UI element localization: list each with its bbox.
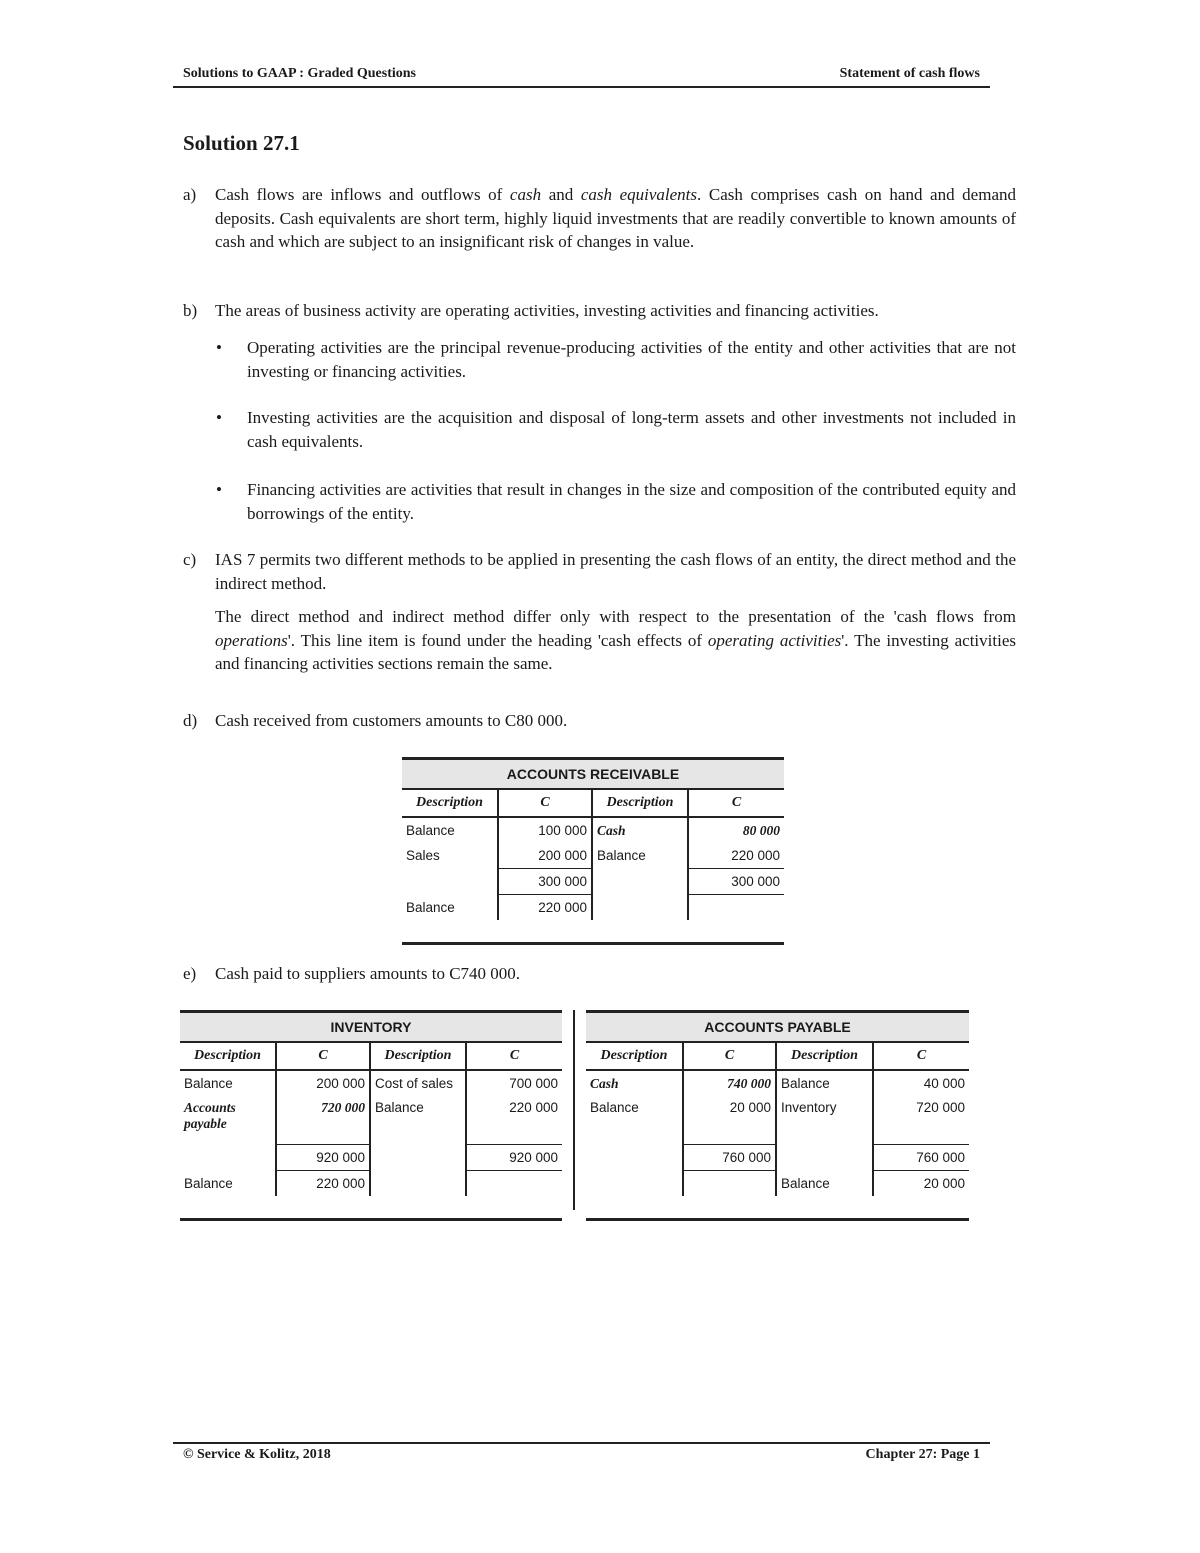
- table-row: [586, 1070, 969, 1096]
- total-right: 760 000: [873, 1145, 969, 1171]
- c-italic-operating-activities: operating activities: [707, 630, 842, 650]
- cell: 20 000: [683, 1096, 776, 1145]
- cell: 720 000: [916, 1100, 965, 1115]
- col-c: C: [276, 1042, 370, 1070]
- col-c: C: [688, 789, 784, 817]
- t-account-receivable: [402, 757, 784, 945]
- label-e: e): [183, 964, 197, 983]
- table-row-closing: [586, 1171, 969, 1197]
- cell: 220 000: [498, 895, 592, 921]
- c-text-3: '. The investing activities and financing activities sections remain the same.: [215, 630, 1016, 673]
- a-italic-cash: cash: [509, 185, 542, 204]
- cell: Balance: [180, 1070, 276, 1096]
- paragraph-c1: IAS 7 permits two different methods to be applied in presenting the cash flows of an entity, the direct method and the indirect method.: [215, 550, 1016, 593]
- col-description: Description: [776, 1042, 873, 1070]
- t-account-title: ACCOUNTS PAYABLE: [586, 1012, 969, 1043]
- a-italic-cash-equivalents: cash equivalents: [580, 185, 698, 204]
- cell: Cost of sales: [370, 1070, 466, 1096]
- table-row-closing: [180, 1171, 562, 1197]
- label-a: a): [183, 185, 197, 204]
- col-c: C: [498, 789, 592, 817]
- header-right: Statement of cash flows: [839, 66, 980, 81]
- cell: 700 000: [509, 1076, 558, 1091]
- cell: 80 000: [742, 822, 780, 838]
- cell: Cash: [586, 1070, 683, 1096]
- cell: Inventory: [776, 1096, 873, 1145]
- bullet-financing: Financing activities are activities that result in changes in the size and composition of the contributed equity and borrowings of the entity.: [247, 480, 1016, 523]
- table-row: [180, 1070, 562, 1096]
- cell: 220 000: [276, 1171, 370, 1197]
- c-italic-operations: operations: [215, 630, 288, 650]
- paragraph-e: Cash paid to suppliers amounts to C740 000.: [215, 964, 521, 983]
- cell: 100 000: [498, 817, 592, 843]
- col-description: Description: [180, 1042, 276, 1070]
- label-b: b): [183, 301, 198, 320]
- cell: 200 000: [498, 843, 592, 869]
- paragraph-b: The areas of business activity are operating activities, investing activities and financing activities.: [215, 301, 879, 320]
- a-text-3: . Cash comprises cash on hand and demand deposits. Cash equivalents are short term, highly liquid investments that are readily convertible to known amounts of cash and which are subject to an insignificant risk of changes in value.: [215, 185, 1016, 251]
- total-left: 920 000: [276, 1145, 370, 1171]
- label-c: c): [183, 550, 197, 569]
- c-text-1: The direct method and indirect method differ only with respect to the presentation of the 'cash flows from: [215, 607, 1016, 626]
- cell: 40 000: [923, 1076, 965, 1091]
- a-text-2: and: [541, 185, 581, 204]
- page-header: [173, 66, 990, 88]
- total-right: 920 000: [466, 1145, 562, 1171]
- bullet-icon: •: [216, 480, 222, 499]
- table-row: [180, 1096, 562, 1145]
- total-left: 300 000: [498, 869, 592, 895]
- solution-title: Solution 27.1: [183, 131, 300, 155]
- paragraph-d: Cash received from customers amounts to C80 000.: [215, 711, 568, 730]
- total-left: 760 000: [683, 1145, 776, 1171]
- col-description: Description: [402, 789, 498, 817]
- bullet-icon: •: [216, 408, 222, 427]
- footer-left: © Service & Kolitz, 2018: [183, 1447, 331, 1462]
- cell: Balance: [776, 1070, 873, 1096]
- paragraph-a: [215, 183, 1016, 254]
- table-row-total: [180, 1145, 562, 1171]
- cell: Balance: [370, 1096, 466, 1145]
- bullet-icon: •: [216, 338, 222, 357]
- cell: Balance: [402, 895, 498, 921]
- col-description: Description: [586, 1042, 683, 1070]
- t-account-title: INVENTORY: [180, 1012, 562, 1043]
- t-account-inventory: [180, 1010, 562, 1221]
- cell: Cash: [592, 817, 688, 843]
- col-c: C: [466, 1042, 562, 1070]
- col-description: Description: [592, 789, 688, 817]
- cell: Balance: [180, 1171, 276, 1197]
- header-left: Solutions to GAAP : Graded Questions: [183, 66, 416, 81]
- cell: 720 000: [276, 1096, 370, 1145]
- cell: 740 000: [683, 1070, 776, 1096]
- cell: Balance: [592, 843, 688, 869]
- table-row-total: [586, 1145, 969, 1171]
- col-description: Description: [370, 1042, 466, 1070]
- cell: Balance: [586, 1096, 683, 1145]
- cell: Accounts payable: [180, 1096, 276, 1145]
- label-d: d): [183, 711, 198, 730]
- table-row-total: [402, 869, 784, 895]
- cell: 220 000: [731, 848, 780, 863]
- footer-right: Chapter 27: Page 1: [865, 1447, 980, 1462]
- cell: Sales: [402, 843, 498, 869]
- col-c: C: [873, 1042, 969, 1070]
- table-row-closing: [402, 895, 784, 921]
- table-row: [586, 1096, 969, 1145]
- table-row: [402, 817, 784, 843]
- bullet-operating: Operating activities are the principal revenue-producing activities of the entity and other activities that are not investing or financing activities.: [247, 338, 1016, 381]
- total-right: 300 000: [688, 869, 784, 895]
- bullet-investing: Investing activities are the acquisition and disposal of long-term assets and other investments not included in cash equivalents.: [247, 408, 1016, 451]
- page-footer: [173, 1442, 990, 1466]
- table-divider: [573, 1010, 575, 1210]
- c-text-2: '. This line item is found under the heading 'cash effects of: [287, 630, 708, 650]
- col-c: C: [683, 1042, 776, 1070]
- t-account-payable: [586, 1010, 969, 1221]
- cell: Balance: [402, 817, 498, 843]
- cell: 220 000: [509, 1100, 558, 1115]
- table-row: [402, 843, 784, 869]
- cell: 200 000: [276, 1070, 370, 1096]
- cell: Balance: [776, 1171, 873, 1197]
- cell: 20 000: [923, 1176, 965, 1191]
- paragraph-c2: [215, 605, 1016, 676]
- a-text-1: Cash flows are inflows and outflows of: [215, 185, 510, 204]
- t-account-title: ACCOUNTS RECEIVABLE: [402, 759, 784, 790]
